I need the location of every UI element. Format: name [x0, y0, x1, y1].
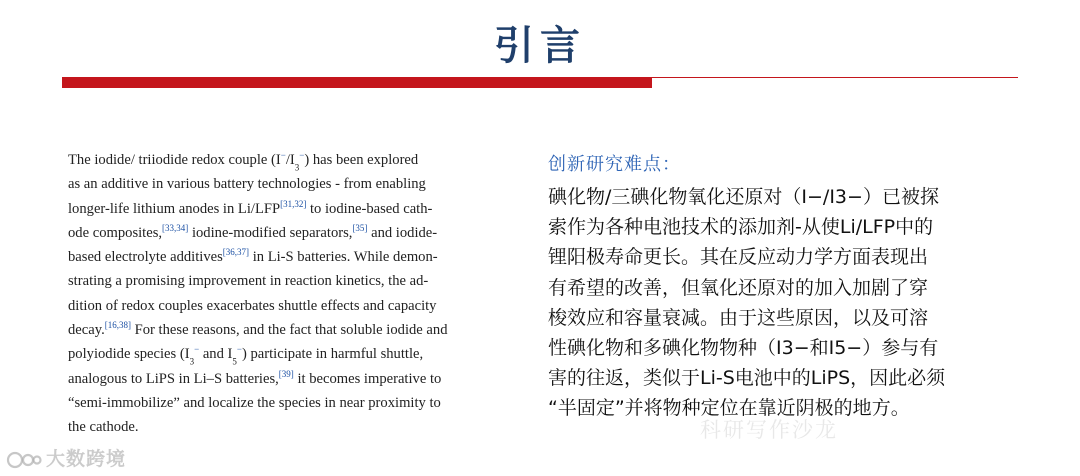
summary-panel	[548, 152, 988, 424]
citation-superscript: [35]	[352, 222, 368, 233]
citation-superscript: [33,34]	[162, 222, 189, 233]
excerpt-text: based electrolyte additives	[68, 249, 223, 266]
excerpt-line	[68, 318, 448, 342]
summary-body	[548, 182, 988, 424]
summary-line: 梭效应和容量衰减。由于这些原因，以及可溶	[548, 306, 929, 329]
excerpt-line	[68, 269, 429, 293]
citation-superscript: −	[236, 344, 242, 355]
citation-superscript: −	[280, 150, 286, 160]
summary-line: 害的往返，类似于Li-S电池中的LiPS，因此必须	[548, 367, 946, 390]
watermark-left-text: 大数跨境	[46, 448, 127, 470]
excerpt-text: and I	[199, 346, 233, 363]
summary-line: “半固定”并将物种定位在靠近阴极的地方。	[548, 397, 910, 420]
excerpt-text: /I	[285, 152, 295, 168]
excerpt-line	[68, 367, 442, 391]
summary-line: 碘化物/三碘化物氧化还原对（I−/I3−）已被探	[548, 186, 939, 208]
excerpt-line	[68, 197, 433, 221]
excerpt-text: ) has been explored	[304, 152, 419, 168]
excerpt-text: decay.	[68, 322, 105, 339]
title-underline-thin	[652, 77, 1018, 78]
citation-superscript: [39]	[278, 368, 294, 379]
citation-superscript: [31,32]	[280, 198, 307, 209]
excerpt-line	[68, 342, 424, 367]
excerpt-text: the cathode.	[68, 419, 139, 436]
summary-heading: 创新研究难点：	[548, 154, 681, 175]
paper-excerpt	[68, 148, 448, 440]
subscript: 3	[294, 162, 300, 173]
citation-superscript: [36,37]	[222, 247, 250, 258]
excerpt-text: dition of redox couples exacerbates shuttle effects and capacity	[68, 297, 437, 314]
excerpt-text: strating a promising improvement in reaction kinetics, the ad-	[68, 273, 429, 290]
excerpt-text: polyiodide species (I	[68, 346, 190, 363]
excerpt-text: in Li-S batteries. While demon-	[249, 249, 438, 266]
excerpt-line	[68, 415, 408, 439]
summary-line: 锂阳极寿命更长。其在反应动力学方面表现出	[548, 246, 929, 269]
excerpt-text: The iodide/ triiodide redox couple (I	[68, 152, 281, 168]
subscript: 5	[232, 356, 237, 367]
excerpt-text: and iodide-	[367, 224, 438, 241]
excerpt-line	[68, 148, 419, 173]
logo-icon	[6, 450, 42, 470]
summary-line: 性碘化物和多碘化物物种（I3−和I5−）参与有	[548, 337, 939, 360]
excerpt-text: ode composites,	[68, 224, 163, 241]
summary-line: 有希望的改善，但氧化还原对的加入加剧了穿	[548, 276, 929, 299]
citation-superscript: −	[299, 150, 305, 160]
summary-line: 索作为各种电池技术的添加剂-从使Li/LFP中的	[548, 216, 934, 239]
excerpt-line	[68, 221, 438, 245]
excerpt-line	[68, 391, 441, 415]
subscript: 3	[189, 356, 195, 367]
excerpt-text: analogous to LiPS in Li–S batteries,	[68, 370, 279, 387]
citation-superscript: [16,38]	[104, 320, 131, 331]
excerpt-line	[68, 245, 438, 269]
excerpt-text: “semi-immobilize” and localize the species in near proximity to	[68, 394, 441, 411]
watermark-right: 科研写作沙龙	[700, 418, 838, 442]
excerpt-text: as an additive in various battery technologies - from enabling	[68, 176, 426, 193]
excerpt-text: ) participate in harmful shuttle,	[241, 346, 424, 363]
title-underline-thick	[62, 77, 652, 88]
citation-superscript: −	[194, 344, 200, 355]
excerpt-line	[68, 294, 437, 318]
excerpt-line	[68, 172, 426, 196]
excerpt-text: to iodine-based cath-	[306, 200, 433, 217]
excerpt-text: For these reasons, and the fact that soluble iodide and	[130, 322, 448, 339]
page-title: 引言	[494, 23, 586, 69]
excerpt-text: it becomes imperative to	[293, 370, 442, 387]
excerpt-text: longer-life lithium anodes in Li/LFP	[68, 200, 281, 217]
watermark-left	[6, 444, 126, 471]
excerpt-text: iodine-modified separators,	[188, 224, 353, 241]
